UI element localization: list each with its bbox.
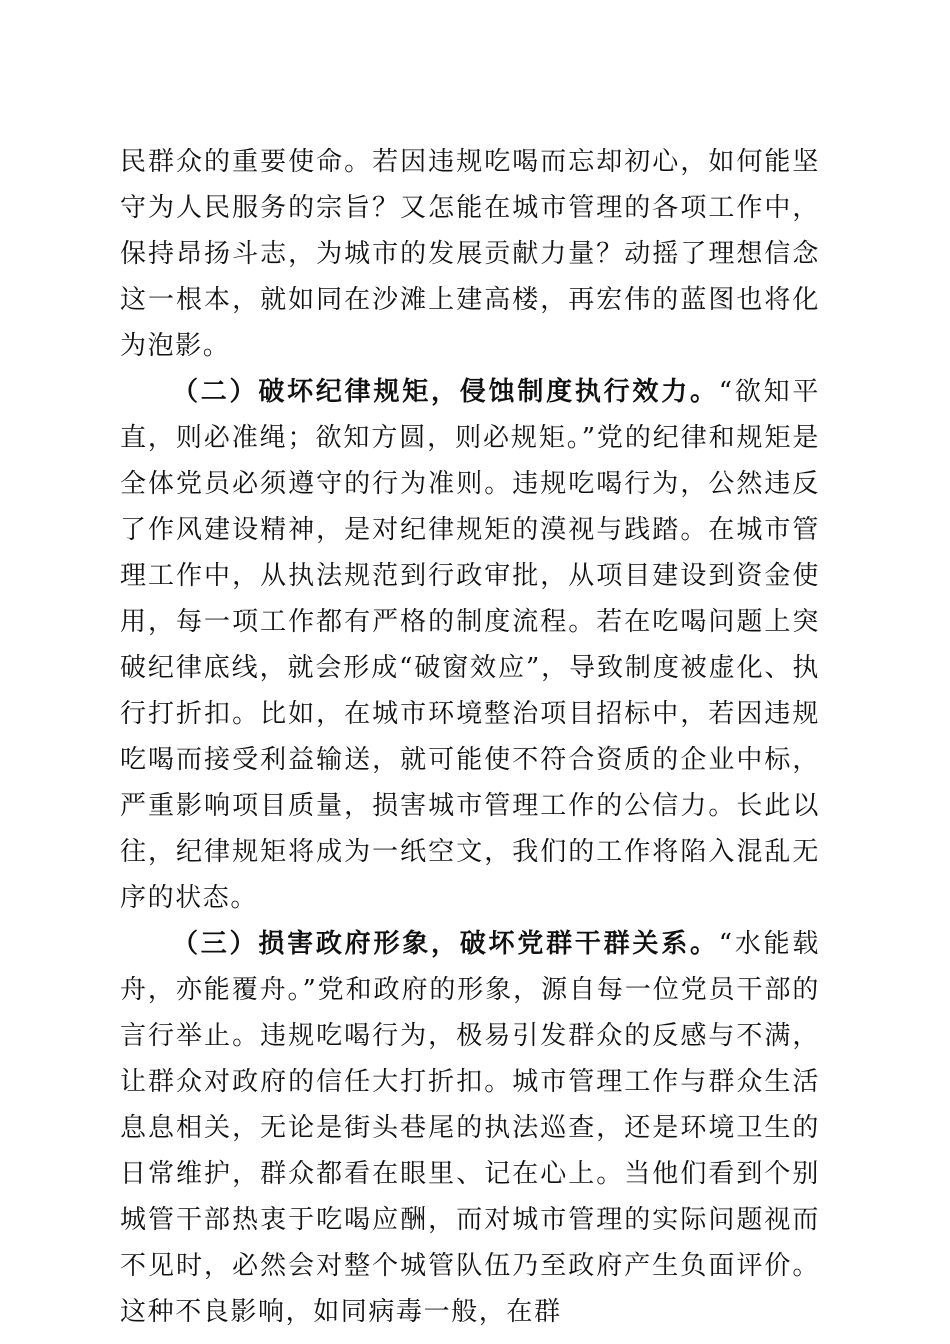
paragraph-1-text: 民群众的重要使命。若因违规吃喝而忘却初心，如何能坚守为人民服务的宗旨？又怎能在城市管理的各项工作中，保持昂扬斗志，为城市的发展贡献力量？动摇了理想信念这一根本，就如同在沙滩上建高楼，再宏伟的蓝图也将化为泡影。 — [120, 147, 820, 361]
document-body — [120, 139, 820, 1335]
section-heading-3: （三）损害政府形象，破坏党群干群关系。 — [172, 929, 719, 959]
paragraph-1 — [120, 139, 820, 369]
section-heading-2: （二）破坏纪律规矩，侵蚀制度执行效力。 — [172, 377, 719, 407]
paragraph-3 — [120, 921, 820, 1335]
paragraph-2-text: “欲知平直，则必准绳；欲知方圆，则必规矩。”党的纪律和规矩是全体党员必须遵守的行为准则。违规吃喝行为，公然违反了作风建设精神，是对纪律规矩的漠视与践踏。在城市管理工作中，从执法规范到行政审批，从项目建设到资金使用，每一项工作都有严格的制度流程。若在吃喝问题上突破纪律底线，就会形成“破窗效应”，导致制度被虚化、执行打折扣。比如，在城市环境整治项目招标中，若因违规吃喝而接受利益输送，就可能使不符合资质的企业中标，严重影响项目质量，损害城市管理工作的公信力。长此以往，纪律规矩将成为一纸空文，我们的工作将陷入混乱无序的状态。 — [120, 377, 820, 913]
paragraph-3-text: “水能载舟，亦能覆舟。”党和政府的形象，源自每一位党员干部的言行举止。违规吃喝行为，极易引发群众的反感与不满，让群众对政府的信任大打折扣。城市管理工作与群众生活息息相关，无论是街头巷尾的执法巡查，还是环境卫生的日常维护，群众都看在眼里、记在心上。当他们看到个别城管干部热衷于吃喝应酬，而对城市管理的实际问题视而不见时，必然会对整个城管队伍乃至政府产生负面评价。这种不良影响，如同病毒一般，在群 — [120, 929, 820, 1327]
paragraph-2 — [120, 369, 820, 921]
